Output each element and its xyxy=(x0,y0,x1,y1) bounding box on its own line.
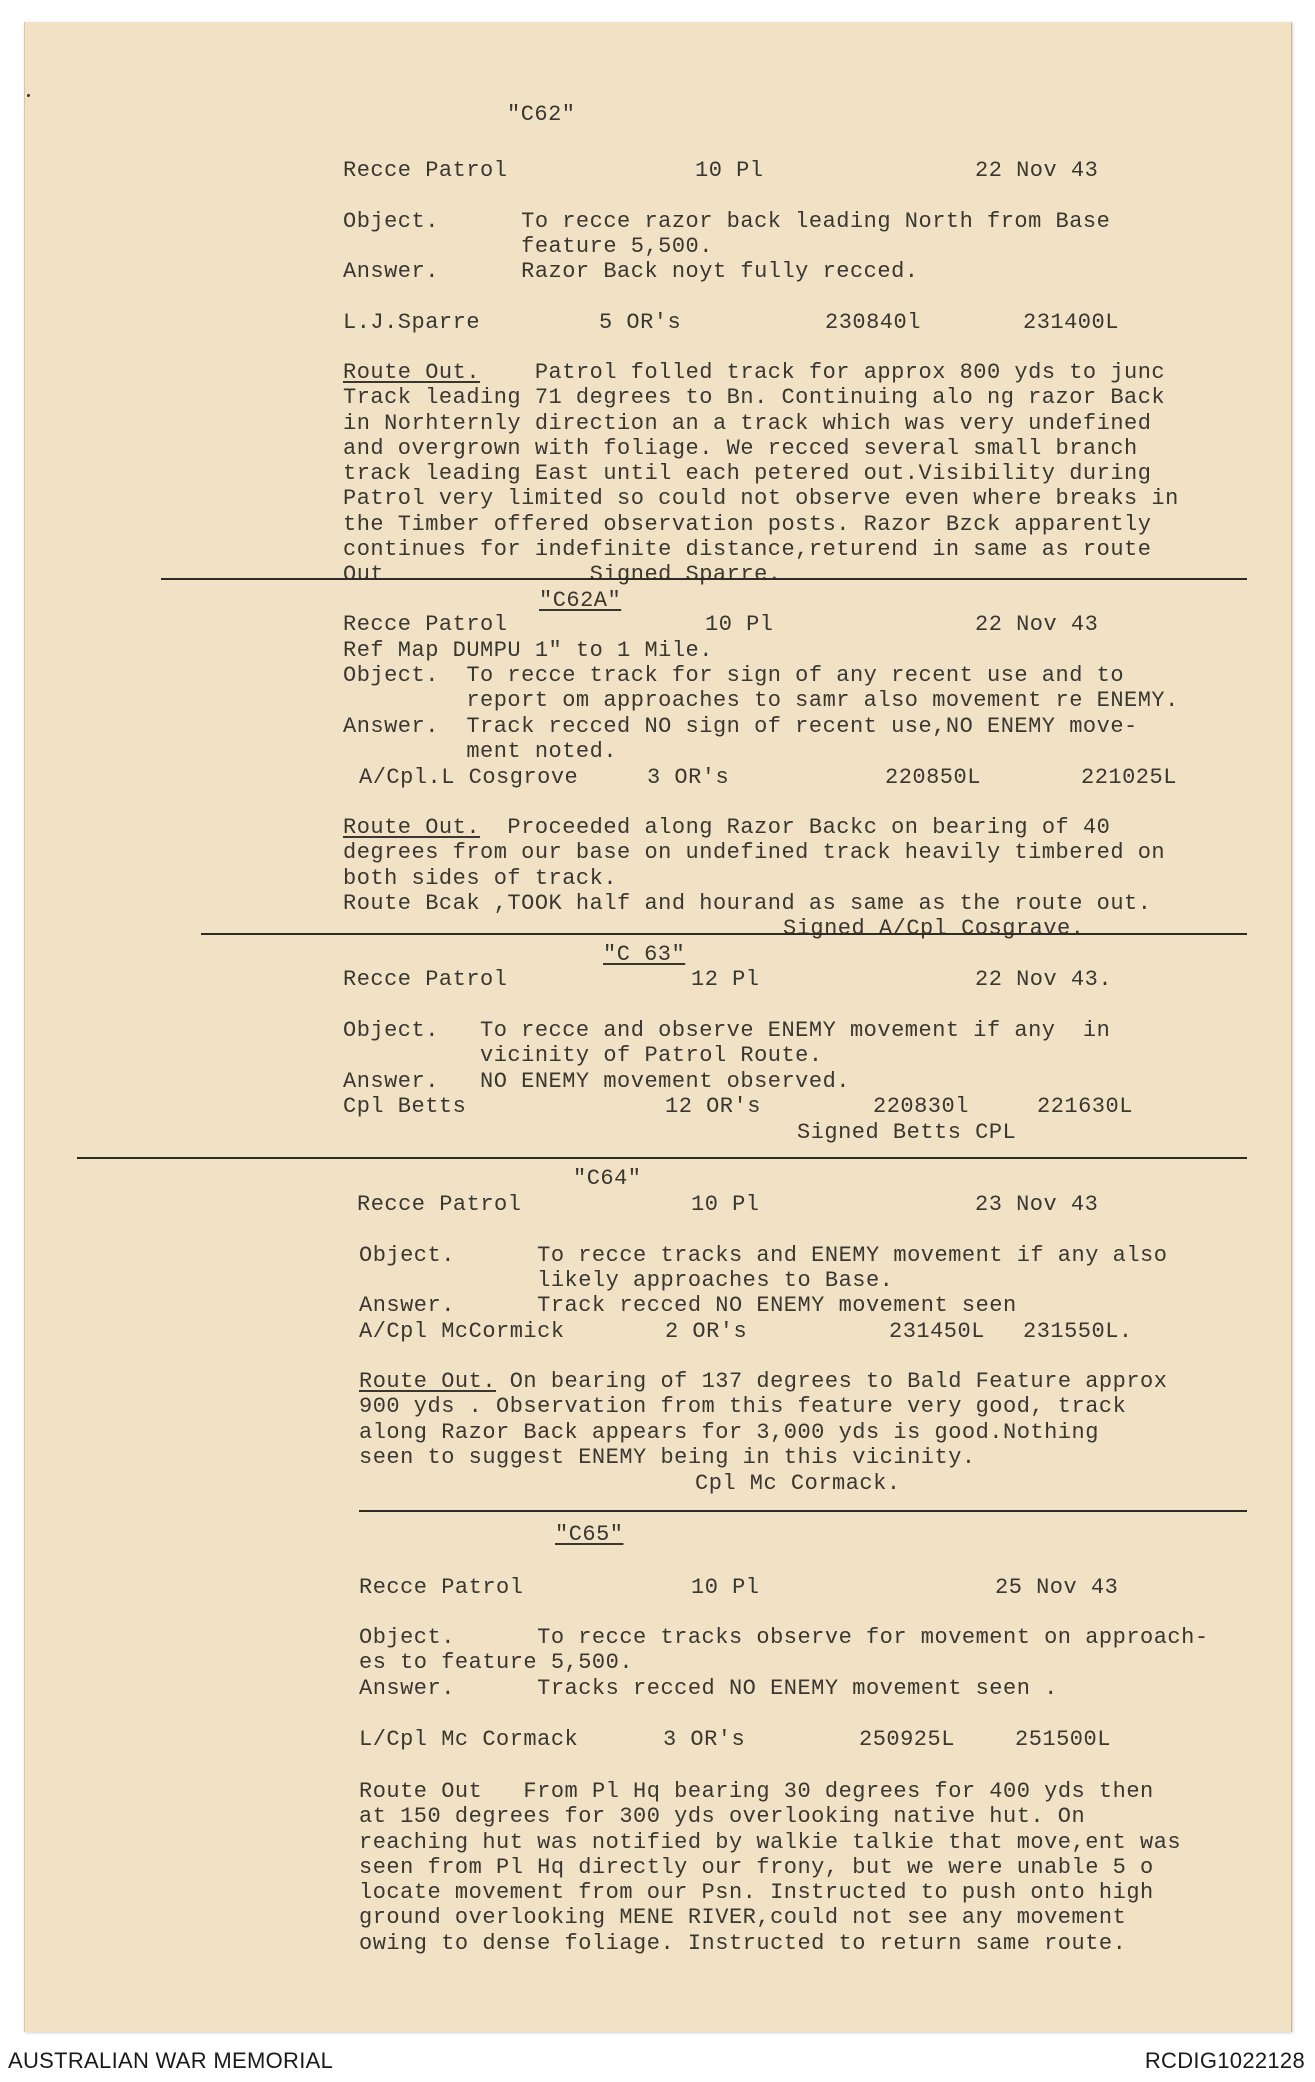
other-ranks: 12 OR's xyxy=(665,1094,761,1119)
patrol-type: Recce Patrol xyxy=(343,967,508,992)
answer-text: Answer. Tracks recced NO ENEMY movement seen . xyxy=(359,1676,1058,1701)
patrol-date: 23 Nov 43 xyxy=(975,1192,1099,1217)
other-ranks: 3 OR's xyxy=(663,1727,746,1752)
time-in: 221630L xyxy=(1037,1094,1133,1119)
patrol-date: 22 Nov 43. xyxy=(975,967,1113,992)
object-text: Object. To recce track for sign of any recent use and to report om approaches to samr also movement re ENEMY. xyxy=(343,663,1179,714)
patrol-date: 22 Nov 43 xyxy=(975,612,1099,637)
time-in: 221025L xyxy=(1081,765,1177,790)
footer-reference: RCDIG1022128 xyxy=(1144,2048,1305,2073)
entry-code: "C62" xyxy=(507,102,576,127)
section-divider xyxy=(201,933,1247,935)
answer-text: Answer. Track recced NO ENEMY movement seen xyxy=(359,1293,1017,1318)
route-label: Route Out. xyxy=(359,1369,497,1394)
time-in: 231400L xyxy=(1023,310,1119,335)
answer-text: Answer. Razor Back noyt fully recced. xyxy=(343,259,919,284)
route-label: Route Out. xyxy=(343,815,481,840)
patrol-date: 22 Nov 43 xyxy=(975,158,1099,183)
object-text: Object. To recce tracks observe for movement on approach- es to feature 5,500. xyxy=(359,1625,1209,1676)
signature: Signed A/Cpl Cosgrave. xyxy=(783,916,1085,941)
entry-code: "C64" xyxy=(573,1166,642,1191)
time-out: 230840l xyxy=(825,310,921,335)
document-page xyxy=(24,22,1292,2032)
time-in: 251500L xyxy=(1015,1727,1111,1752)
other-ranks: 2 OR's xyxy=(665,1319,748,1344)
time-out: 220830l xyxy=(873,1094,969,1119)
signature: Cpl Mc Cormack. xyxy=(695,1471,901,1496)
route-description: From Pl Hq bearing 30 degrees for 400 yds then at 150 degrees for 300 yds overlooking native hut. On reaching hut was notified by walkie talkie that move,ent was seen from Pl Hq directly our frony, but we were unable 5 o locate movement from our Psn. Instructed to push onto high ground overlooking MENE RIVER,could not see any movement owing to dense foliage. Instructed to return same route. xyxy=(359,1779,1182,1956)
section-divider xyxy=(359,1510,1247,1512)
route-description: Proceeded along Razor Backc on bearing of 40 degrees from our base on undefined track heavily timbered on both sides of track. Route Bcak ,TOOK half and hourand as same as the route out. xyxy=(343,815,1166,916)
patrol-type: Recce Patrol xyxy=(343,612,508,637)
time-out: 231450L xyxy=(889,1319,985,1344)
patrol-leader: A/Cpl McCormick xyxy=(359,1319,565,1344)
patrol-leader: A/Cpl.L Cosgrove xyxy=(359,765,579,790)
route-text xyxy=(359,1369,1167,1470)
time-in: 231550L. xyxy=(1023,1319,1133,1344)
platoon: 10 Pl xyxy=(691,1575,760,1600)
patrol-leader: Cpl Betts xyxy=(343,1094,467,1119)
route-text xyxy=(343,360,1179,588)
time-out: 250925L xyxy=(859,1727,955,1752)
platoon: 10 Pl xyxy=(691,1192,760,1217)
ref-map: Ref Map DUMPU 1" to 1 Mile. xyxy=(343,638,713,663)
platoon: 12 Pl xyxy=(691,967,760,992)
platoon: 10 Pl xyxy=(705,612,774,637)
entry-code: "C62A" xyxy=(539,588,622,613)
other-ranks: 5 OR's xyxy=(599,310,682,335)
route-label: Route Out. xyxy=(343,360,481,385)
patrol-leader: L.J.Sparre xyxy=(343,310,481,335)
answer-text: Answer. NO ENEMY movement observed. xyxy=(343,1069,850,1094)
platoon: 10 Pl xyxy=(695,158,764,183)
route-description: On bearing of 137 degrees to Bald Feature approx 900 yds . Observation from this feature very good, track along Razor Back appears for 3,000 yds is good.Nothing seen to suggest ENEMY being in this vicinity. xyxy=(359,1369,1168,1470)
paper-mark xyxy=(27,94,30,97)
other-ranks: 3 OR's xyxy=(647,765,730,790)
entry-code: "C65" xyxy=(555,1522,624,1547)
object-text: Object. To recce and observe ENEMY movement if any in vicinity of Patrol Route. xyxy=(343,1018,1111,1069)
entry-code: "C 63" xyxy=(603,942,686,967)
route-label: Route Out xyxy=(359,1779,483,1804)
route-description: Patrol folled track for approx 800 yds to junc Track leading 71 degrees to Bn. Continuing alo ng razor Back in Norhternly direction an a track which was very undefined and overgrown with foliage. We recced several small branch track leading East until each petered out.Visibility during Patrol very limited so could not observe even where breaks in the Timber offered observation posts. Razor Bzck apparently continues for indefinite distance,returend in same as route Out Signed Sparre. xyxy=(343,360,1179,588)
answer-text: Answer. Track recced NO sign of recent use,NO ENEMY move- ment noted. xyxy=(343,714,1138,765)
section-divider xyxy=(77,1157,1247,1159)
patrol-type: Recce Patrol xyxy=(357,1192,522,1217)
object-text: Object. To recce tracks and ENEMY movement if any also likely approaches to Base. xyxy=(359,1243,1168,1294)
route-text xyxy=(343,815,1165,916)
patrol-type: Recce Patrol xyxy=(359,1575,524,1600)
patrol-date: 25 Nov 43 xyxy=(995,1575,1119,1600)
patrol-leader: L/Cpl Mc Cormack xyxy=(359,1727,579,1752)
footer-credit: AUSTRALIAN WAR MEMORIAL xyxy=(8,2048,334,2073)
time-out: 220850L xyxy=(885,765,981,790)
route-text xyxy=(359,1779,1181,1956)
object-text: Object. To recce razor back leading North from Base feature 5,500. xyxy=(343,209,1111,260)
signature: Signed Betts CPL xyxy=(797,1120,1017,1145)
patrol-type: Recce Patrol xyxy=(343,158,508,183)
section-divider xyxy=(161,578,1247,580)
